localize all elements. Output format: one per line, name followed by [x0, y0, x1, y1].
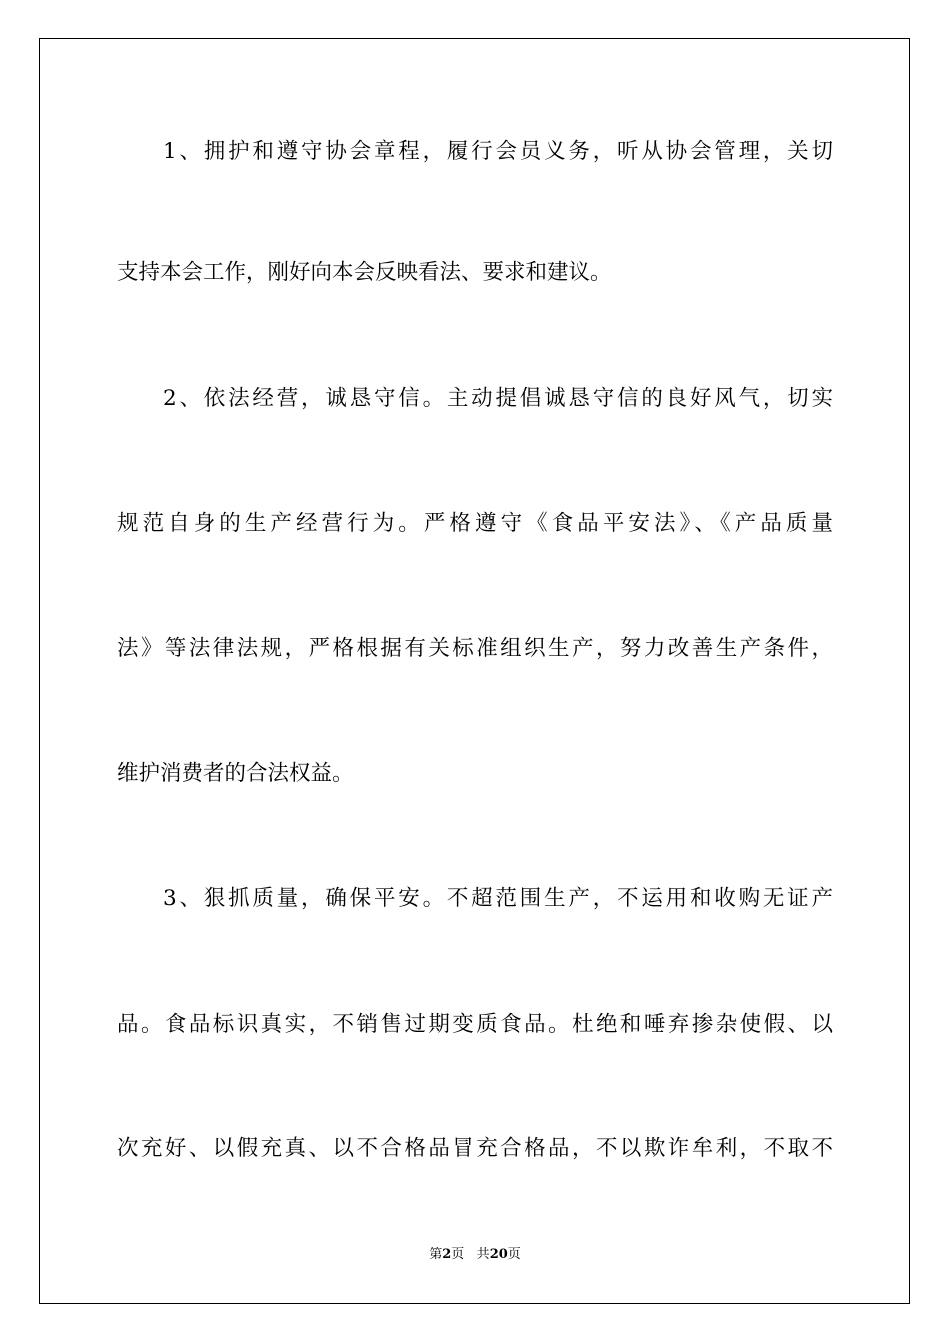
- paragraph-line: 支持本会工作，刚好向本会反映看法、要求和建议。: [117, 260, 612, 285]
- footer-prefix: 第: [429, 1247, 443, 1262]
- footer-total-prefix: 共: [476, 1247, 490, 1262]
- footer-total-suffix: 页: [507, 1247, 521, 1262]
- paragraph-line: 法》等法律法规，严格根据有关标准组织生产，努力改善生产条件，: [117, 636, 833, 661]
- paragraph-line: 品。食品标识真实，不销售过期变质食品。杜绝和唾弃掺杂使假、以: [117, 1012, 833, 1037]
- paragraph-line: 维护消费者的合法权益。: [117, 761, 354, 786]
- page-border: [39, 38, 910, 1304]
- paragraph-line: 3、狠抓质量，确保平安。不超范围生产，不运用和收购无证产: [163, 886, 833, 911]
- paragraph-line: 1、拥护和遵守协会章程，履行会员义务，听从协会管理，关切: [163, 139, 833, 164]
- paragraph-line: 2、依法经营，诚恳守信。主动提倡诚恳守信的良好风气，切实: [163, 386, 833, 411]
- paragraph-line: 规范自身的生产经营行为。严格遵守《食品平安法》、《产品质量: [117, 511, 833, 536]
- page-footer: [0, 1246, 950, 1264]
- paragraph-line: 次充好、以假充真、以不合格品冒充合格品，不以欺诈牟利，不取不: [117, 1136, 833, 1161]
- page-number: 2: [442, 1247, 452, 1262]
- footer-page-suffix: 页: [451, 1247, 465, 1262]
- total-pages: 20: [489, 1247, 508, 1262]
